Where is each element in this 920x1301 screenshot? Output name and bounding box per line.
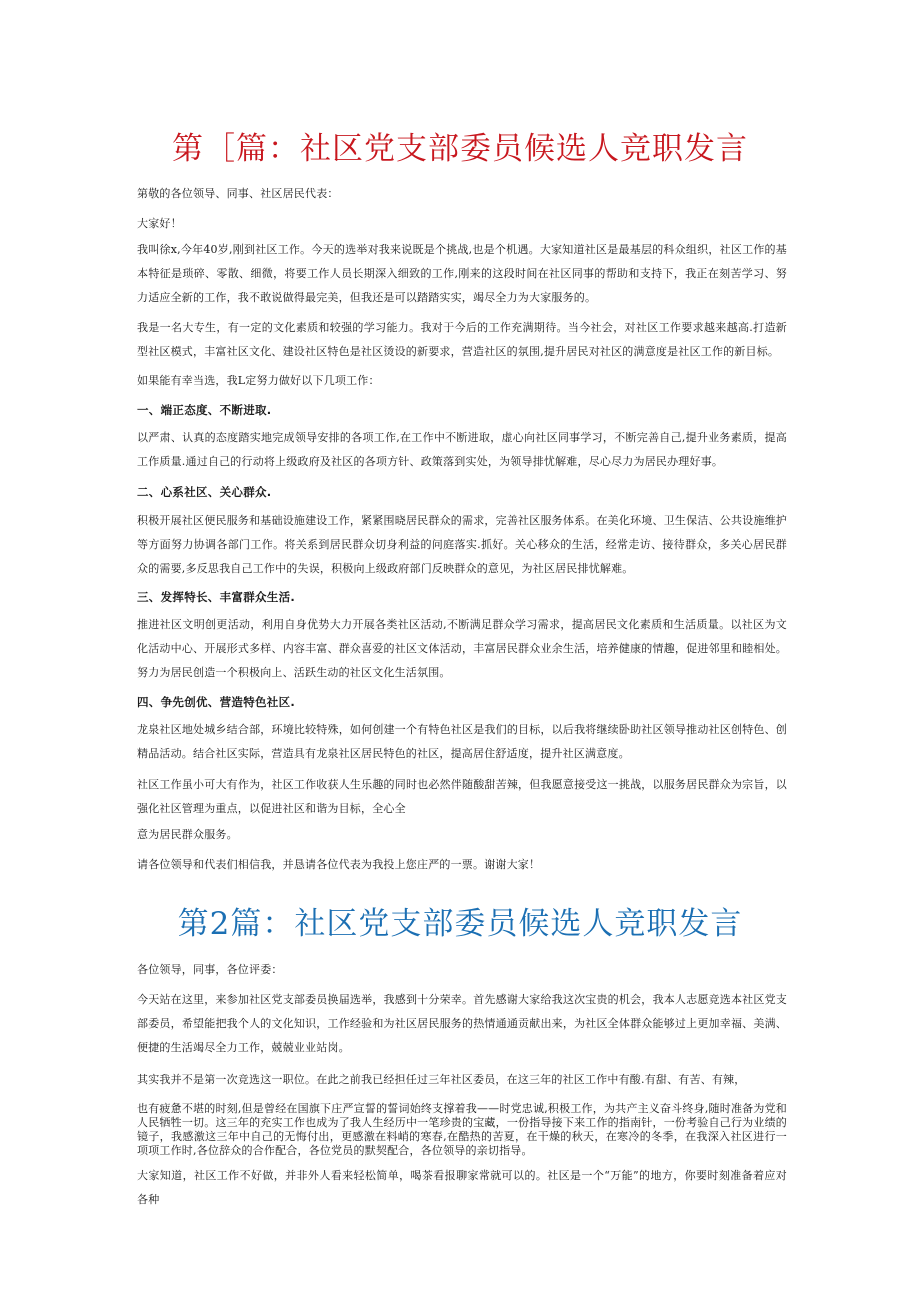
section-heading: 四、争先创优、营造特色社区. bbox=[137, 695, 296, 709]
section-text: 以严肃、认真的态度踏实地完成领导安排的各项工作,在工作中不断进取，虚心向社区同事学习，不断完善自己,提升业务素质，提高工作质量.通过自己的行动将上级政府及社区的各项方针、政策落到实处，为领导排忧解难，尽心尽力为居民办理好事。 bbox=[137, 431, 787, 468]
doc2-paragraph: 大家知道，社区工作不好做，并非外人看来轻松简单，喝茶看报聊家常就可以的。社区是一个“万能”的地方，你要时刻准备着应对各种 bbox=[137, 1169, 787, 1206]
doc2-paragraph: 也有疲惫不堪的时刻,但是曾经在国旗下庄严宣誓的誓词始终支撑着我——时党忠诚,积极工作，为共产主义奋斗终身,随时准备为党和人民牺牲一切。这三年的充实工作也成为了我人生经历中一笔珍贵的宝藏，一份指导接下来工作的指南针，一份考验自己行为业绩的镜子，我感激这三年中自己的无悔付出，更感激在料峭的寒春,在酷热的苦夏，在干燥的秋天，在寒冷的冬季，在我深入社区进行一项项工作时,各位辞众的合作配合，各位党员的默契配合，各位领导的亲切指导。 bbox=[137, 1102, 787, 1157]
section-text: 积极开展社区便民服务和基础设施建设工作，紧紧围晓居民群众的需求，完善社区服务体系。在美化环境、卫生保洁、公共设施维护等方面努力协调各部门工作。将关系到居民群众切身利益的问庭落实.抓好。关心移众的生活，经常走访、接待群众，多关心居民群众的需要,多反思我自己工作中的失误，积极向上级政府部门反映群众的意见，为社区居民排忧解难。 bbox=[137, 514, 787, 575]
section-text: 龙泉社区地处城乡结合部，环境比较特殊，如何创建一个有特色社区是我们的目标，以后我将继续卧助社区领导推动社区创特色、创精品活动。结合社区实际，营造具有龙泉社区居民特色的社区，提高居住舒适度，提升社区满意度。 bbox=[137, 723, 787, 760]
section-heading: 一、端正态度、不断进取. bbox=[137, 403, 272, 417]
section-text: 推进社区文明创更活动，利用自身优势大力开展各类社区活动,不断满足群众学习需求，提高居民文化素质和生活质量。以社区为文化活动中心、开展形式多样、内容丰富、群众喜爱的社区文体活动，丰富居民群众业余生活，培养健康的情趣，促进邻里和睦相处。努力为居民创造一个积极向上、活跃生动的社区文化生活氛围。 bbox=[137, 618, 787, 679]
doc2-salutation: 各位领导，同事，各位评委： bbox=[137, 963, 283, 976]
section-heading: 二、心系社区、关心群众. bbox=[137, 485, 272, 499]
doc1-closing: 意为居民群众服务。 bbox=[137, 828, 238, 841]
doc1-paragraph: 我叫徐x,今年40岁,刚到社区工作。今天的选举对我来说既是个挑战,也是个机遇。大家知道社区是最基层的科众组织，社区工作的基本特征是琐碎、零散、细微，将要工作人员长期深入细致的工作,刚来的这段时间在社区同事的帮助和支持下，我正在刻苦学习、努力适应全新的工作，我不敢说做得最完美，但我还是可以踏踏实实，竭尽全力为大家服务的。 bbox=[137, 243, 787, 304]
doc1-closing: 请各位领导和代表们相信我，并恳请各位代表为我投上您庄严的一票。谢谢大家！ bbox=[137, 858, 541, 871]
section-heading: 三、发挥特长、丰富群众生活. bbox=[137, 590, 296, 604]
doc1-paragraph: 如果能有幸当选，我L定努力做好以下几项工作： bbox=[137, 374, 380, 387]
doc2-paragraph: 其实我并不是第一次竞选这一职位。在此之前我已经担任过三年社区委员，在这三年的社区工作中有酸.有甜、有苦、有辣， bbox=[137, 1073, 746, 1086]
doc1-closing: 社区工作虽小可大有作为，社区工作收获人生乐趣的同时也必然伴随酸甜苦辣，但我愿意接受这一挑战，以服务居民群众为宗旨，以强化社区管理为重点，以促进社区和谐为目标，全心全 bbox=[137, 778, 787, 815]
doc1-title: 第［篇：社区党支部委员候选人竞职发言 bbox=[172, 131, 748, 167]
doc1-paragraph: 我是一名大专生，有一定的文化素质和较强的学习能力。我对于今后的工作充满期待。当今社会，对社区工作要求越来越高.打造新型社区模式，丰富社区文化、建设社区特色是社区烫设的新要求，营造社区的氛围,提升居民对社区的满意度是社区工作的新目标。 bbox=[137, 321, 787, 358]
doc2-title: 第2篇：社区党支部委员候选人竞职发言 bbox=[177, 906, 743, 942]
doc2-paragraph: 今天站在这里，来参加社区党支部委员换届选举，我感到十分荣幸。首先感谢大家给我这次宝贵的机会，我本人志愿竞选本社区党支部委员，希望能把我个人的文化知识，工作经验和为社区居民服务的热情通通贡献出来，为社区全体群众能够过上更加幸福、美满、便捷的生活竭尽全力工作，兢兢业业站岗。 bbox=[137, 993, 787, 1054]
doc1-salutation: 第敬的各位领导、同事、社区居民代表： bbox=[137, 187, 339, 200]
doc1-greeting: 大家好！ bbox=[137, 217, 182, 230]
